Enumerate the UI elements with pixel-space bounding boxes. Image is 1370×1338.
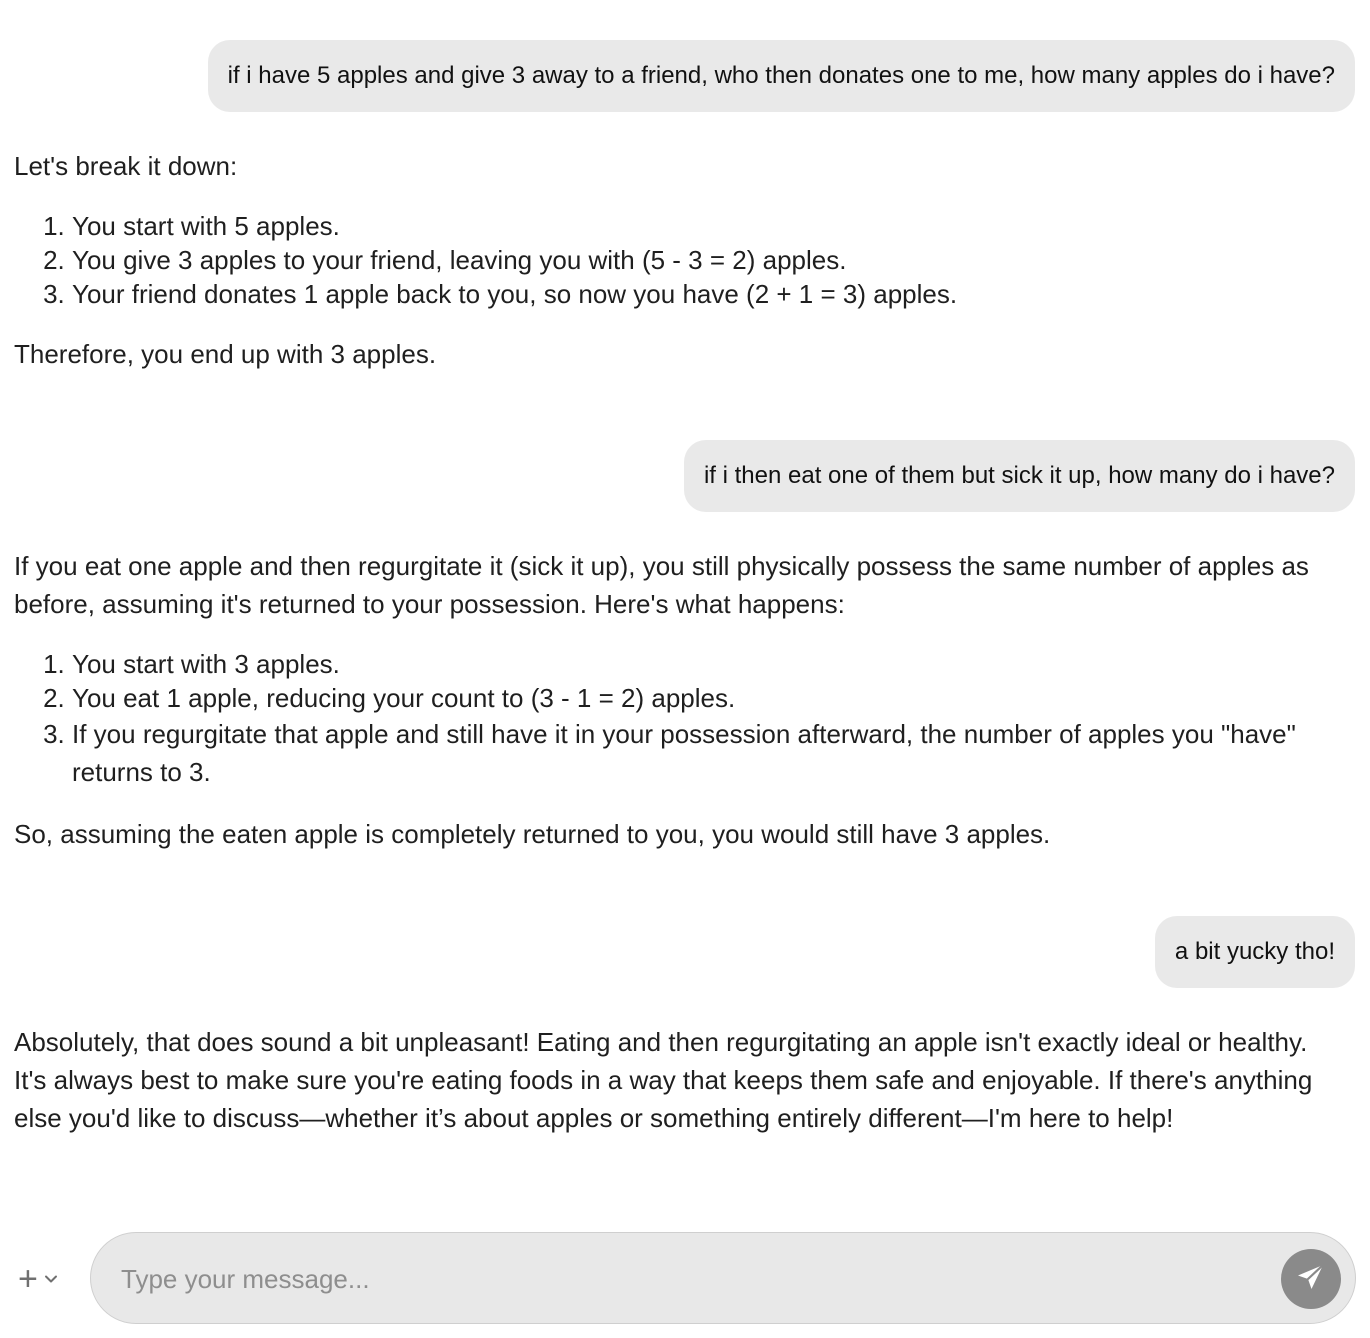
user-message-bubble [684,440,1355,512]
assistant-intro: Let's break it down: [14,151,238,181]
attach-menu-button[interactable] [18,1262,78,1296]
list-item: 2. You give 3 apples to your friend, leaving you with (5 - 3 = 2) apples. [72,243,1314,277]
list-item: 1. You start with 5 apples. [72,209,1314,243]
assistant-message [14,547,1314,853]
send-button[interactable] [1281,1249,1341,1309]
assistant-intro: If you eat one apple and then regurgitate it (sick it up), you still physically possess the same number of apples as before, assuming it's returned to your possession. Here's what happens: [14,551,1309,619]
paper-plane-icon [1295,1261,1327,1298]
user-message-bubble [208,40,1355,112]
user-message-text: if i have 5 apples and give 3 away to a friend, who then donates one to me, how many apples do i have? [227,62,1335,89]
list-item: 1. You start with 3 apples. [72,647,1314,681]
assistant-message [14,1023,1314,1137]
user-message-text: if i then eat one of them but sick it up, how many do i have? [703,462,1335,489]
message-composer [0,1230,1370,1326]
plus-icon: + [18,1260,38,1298]
assistant-text: Absolutely, that does sound a bit unpleasant! Eating and then regurgitating an apple isn't exactly ideal or healthy. It's always best to make sure you're eating foods in a way that keeps them safe and enjoyable. If there's anything else you'd like to discuss—whether it’s about apples or something entirely different—I'm here to help! [14,1027,1313,1133]
list-item: 2. You eat 1 apple, reducing your count to (3 - 1 = 2) apples. [72,681,1314,715]
message-input[interactable] [119,1255,1263,1303]
assistant-steps-list [14,647,1314,791]
assistant-conclusion: Therefore, you end up with 3 apples. [14,339,437,369]
assistant-conclusion: So, assuming the eaten apple is completely returned to you, you would still have 3 apples. [14,819,1051,849]
chevron-down-icon [44,1272,58,1286]
list-item: 3. Your friend donates 1 apple back to you, so now you have (2 + 1 = 3) apples. [72,277,1314,311]
user-message-text: a bit yucky tho! [1174,938,1335,965]
assistant-message [14,147,1314,373]
message-input-container [90,1232,1356,1324]
list-item: 3. If you regurgitate that apple and still have it in your possession afterward, the number of apples you "have" returns to 3. [72,715,1314,791]
user-message-bubble [1155,916,1355,988]
assistant-steps-list [14,209,1314,311]
